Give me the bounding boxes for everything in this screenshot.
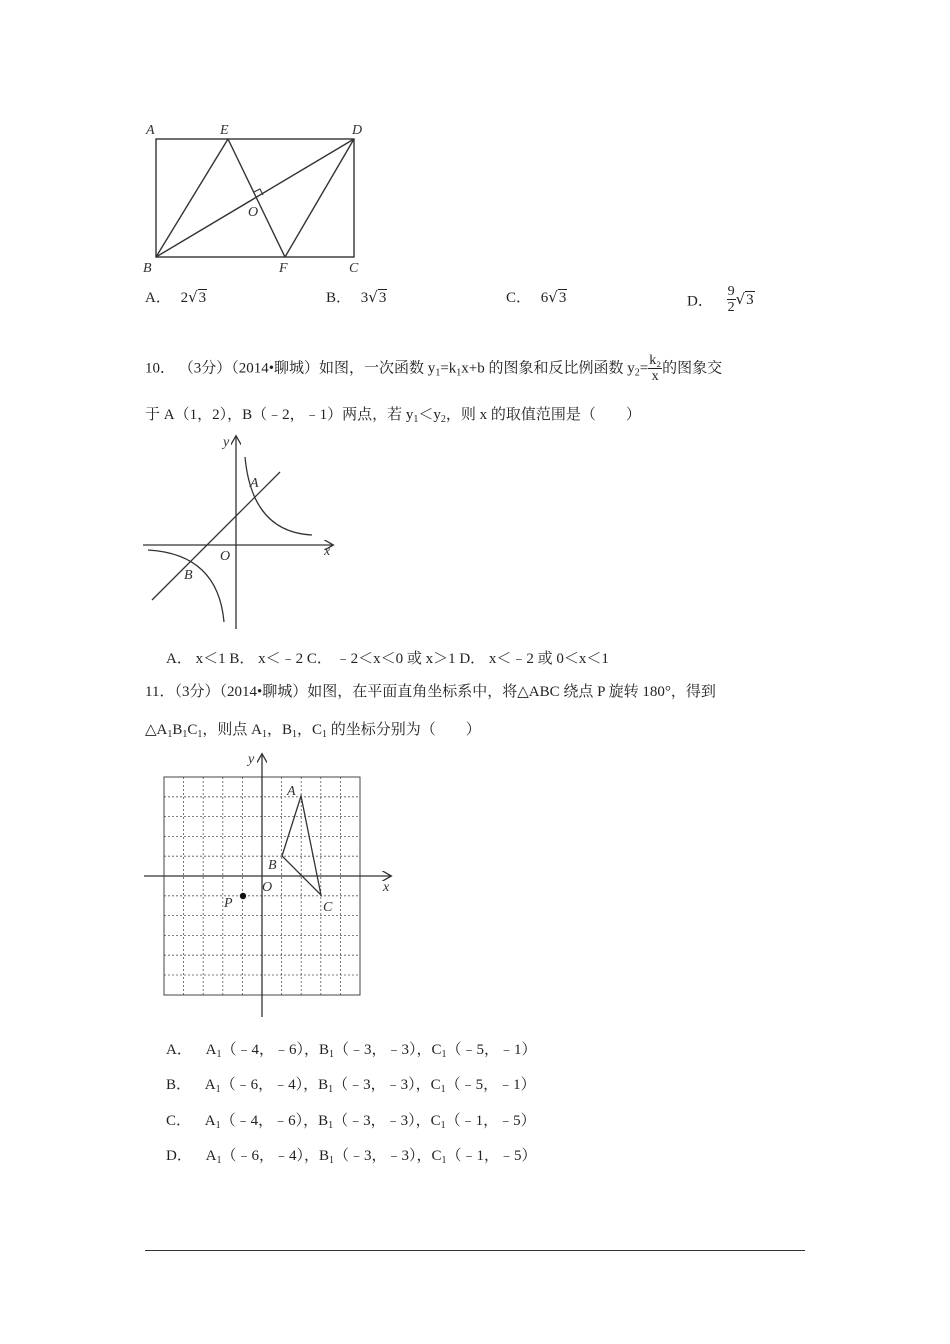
coordinate: （﹣5，﹣1）	[446, 1042, 537, 1058]
stem-text: △A	[145, 722, 168, 738]
q9-option-d[interactable]	[687, 284, 755, 316]
stem-text: =k	[440, 360, 457, 377]
coordinate: （﹣1，﹣5）	[445, 1113, 536, 1129]
subscript: 1	[215, 1084, 221, 1095]
q9-option-c[interactable]	[506, 286, 567, 307]
subscript: 1	[328, 1120, 334, 1131]
stem-text: ，C	[297, 722, 323, 738]
label-A: A	[146, 123, 155, 138]
label-B: B	[184, 568, 193, 583]
stem-text: =	[639, 360, 649, 377]
coef: 6	[540, 290, 549, 306]
subscript: 2	[634, 367, 640, 379]
coordinate: （﹣3，﹣3），	[333, 1148, 432, 1164]
subscript: 1	[413, 414, 419, 425]
option-letter: C．	[166, 1113, 192, 1129]
q11-option-a[interactable]	[166, 1038, 537, 1060]
coordinate: （﹣3，﹣3），	[333, 1077, 431, 1093]
axis-label-x: x	[324, 544, 331, 559]
coef: 2	[180, 290, 189, 306]
label-F: F	[279, 261, 288, 276]
subscript: 1	[262, 729, 267, 740]
subscript: 1	[328, 1084, 334, 1095]
point-name: A	[204, 1077, 216, 1093]
subscript: 1	[182, 729, 188, 740]
subscript: 2	[440, 414, 446, 425]
label-B: B	[268, 858, 277, 873]
subscript: 1	[216, 1049, 222, 1060]
stem-text: ＜y	[418, 407, 441, 423]
stem-text: ，则 x 的取值范围是（ ）	[445, 407, 641, 423]
subscript: 1	[322, 729, 328, 740]
question-number: 10．	[145, 360, 176, 377]
stem-text: B	[172, 722, 183, 738]
label-C: C	[323, 900, 333, 915]
coef: 3	[360, 290, 369, 306]
question-score: （3分）	[178, 360, 232, 377]
footer-divider	[145, 1250, 805, 1251]
coordinate: （﹣1，﹣5）	[446, 1148, 537, 1164]
axis-label-y: y	[248, 752, 255, 767]
option-letter: B．	[166, 1077, 192, 1093]
option-letter: A．	[166, 1042, 192, 1058]
q11-figure	[140, 745, 400, 1025]
point-name: C	[431, 1042, 442, 1058]
sqrt: √3	[188, 288, 207, 306]
option-letter: D．	[166, 1148, 192, 1164]
subscript: 1	[440, 1084, 446, 1095]
q10-options[interactable]: A． x＜1 B． x＜﹣2 C． ﹣2＜x＜0 或 x＞1 D． x＜﹣2 或 0＜x＜1	[166, 651, 609, 667]
stem-text: x+b 的图象和反比例函数 y	[461, 360, 635, 377]
point-name: B	[318, 1077, 329, 1093]
coordinate: （﹣5，﹣1）	[445, 1077, 536, 1093]
fraction: $\frac{9}{2}$	[727, 284, 735, 316]
subscript: 1	[328, 1155, 334, 1166]
option-letter: C．	[506, 290, 532, 306]
subscript: 1	[328, 1049, 334, 1060]
axis-label-y: y	[223, 435, 230, 450]
subscript: 1	[456, 367, 462, 379]
stem-text: ，B	[267, 722, 293, 738]
sqrt: √3	[735, 290, 754, 309]
fraction: $\frac{\text{k₂}}{x}$	[649, 353, 662, 385]
subscript: 1	[292, 729, 298, 740]
q9-option-b[interactable]	[326, 286, 387, 307]
q10-figure	[140, 432, 340, 632]
option-letter: B．	[326, 290, 352, 306]
coordinate: （﹣6，﹣4），	[221, 1148, 319, 1164]
point-name: A	[205, 1042, 217, 1058]
subscript: 1	[215, 1120, 221, 1131]
label-P: P	[224, 896, 233, 911]
point-name: C	[430, 1077, 441, 1093]
label-A: A	[287, 784, 296, 799]
label-O: O	[248, 205, 259, 220]
question-source: （2014•聊城）	[231, 360, 320, 377]
stem-text: 的坐标分别为（ ）	[327, 722, 481, 738]
q10-stem-line2	[145, 403, 641, 425]
label-O: O	[262, 880, 273, 895]
subscript: 1	[216, 1155, 222, 1166]
q11-option-c[interactable]	[166, 1109, 536, 1131]
sqrt: √3	[368, 288, 387, 306]
coordinate: （﹣4，﹣6），	[221, 1042, 319, 1058]
stem-text: ，则点 A	[202, 722, 262, 738]
point-name: A	[204, 1113, 216, 1129]
subscript: 1	[441, 1155, 447, 1166]
coordinate: （﹣6，﹣4），	[220, 1077, 319, 1093]
point-name: A	[205, 1148, 217, 1164]
point-name: C	[431, 1148, 442, 1164]
point-name: B	[318, 1113, 329, 1129]
axis-label-x: x	[383, 880, 390, 895]
q9-option-a[interactable]	[145, 286, 207, 307]
stem-text: 于 A（1，2），B（﹣2，﹣1）两点，若 y	[145, 407, 414, 423]
q10-stem-line1	[145, 353, 722, 385]
label-D: D	[352, 123, 363, 138]
subscript: 1	[441, 1049, 447, 1060]
point-name: B	[318, 1148, 329, 1164]
label-A: A	[250, 476, 259, 491]
stem-text: C	[187, 722, 198, 738]
subscript: 1	[167, 729, 173, 740]
point-p	[240, 893, 246, 899]
subscript: 1	[435, 367, 441, 379]
coordinate: （﹣3，﹣3），	[333, 1042, 432, 1058]
stem-text: 如图，一次函数 y	[319, 360, 436, 377]
point-name: C	[430, 1113, 441, 1129]
subscript: 1	[197, 729, 203, 740]
option-letter: A．	[145, 290, 171, 306]
coordinate: （﹣4，﹣6），	[220, 1113, 319, 1129]
label-O: O	[220, 549, 231, 564]
label-E: E	[220, 123, 229, 138]
label-B: B	[143, 261, 152, 276]
q11-stem-line2	[145, 718, 481, 740]
q9-figure	[140, 118, 380, 278]
point-name: B	[318, 1042, 329, 1058]
q11-stem-line1: 11．（3分）（2014•聊城）如图，在平面直角坐标系中，将△ABC 绕点 P 旋转 180°，得到	[145, 684, 716, 700]
option-letter: D．	[687, 293, 713, 310]
stem-text: 的图象交	[662, 360, 723, 377]
subscript: 1	[440, 1120, 446, 1131]
q11-option-b[interactable]	[166, 1073, 536, 1095]
coordinate: （﹣3，﹣3），	[333, 1113, 431, 1129]
q11-option-d[interactable]	[166, 1144, 537, 1166]
label-C: C	[349, 261, 359, 276]
sqrt: √3	[548, 288, 567, 306]
